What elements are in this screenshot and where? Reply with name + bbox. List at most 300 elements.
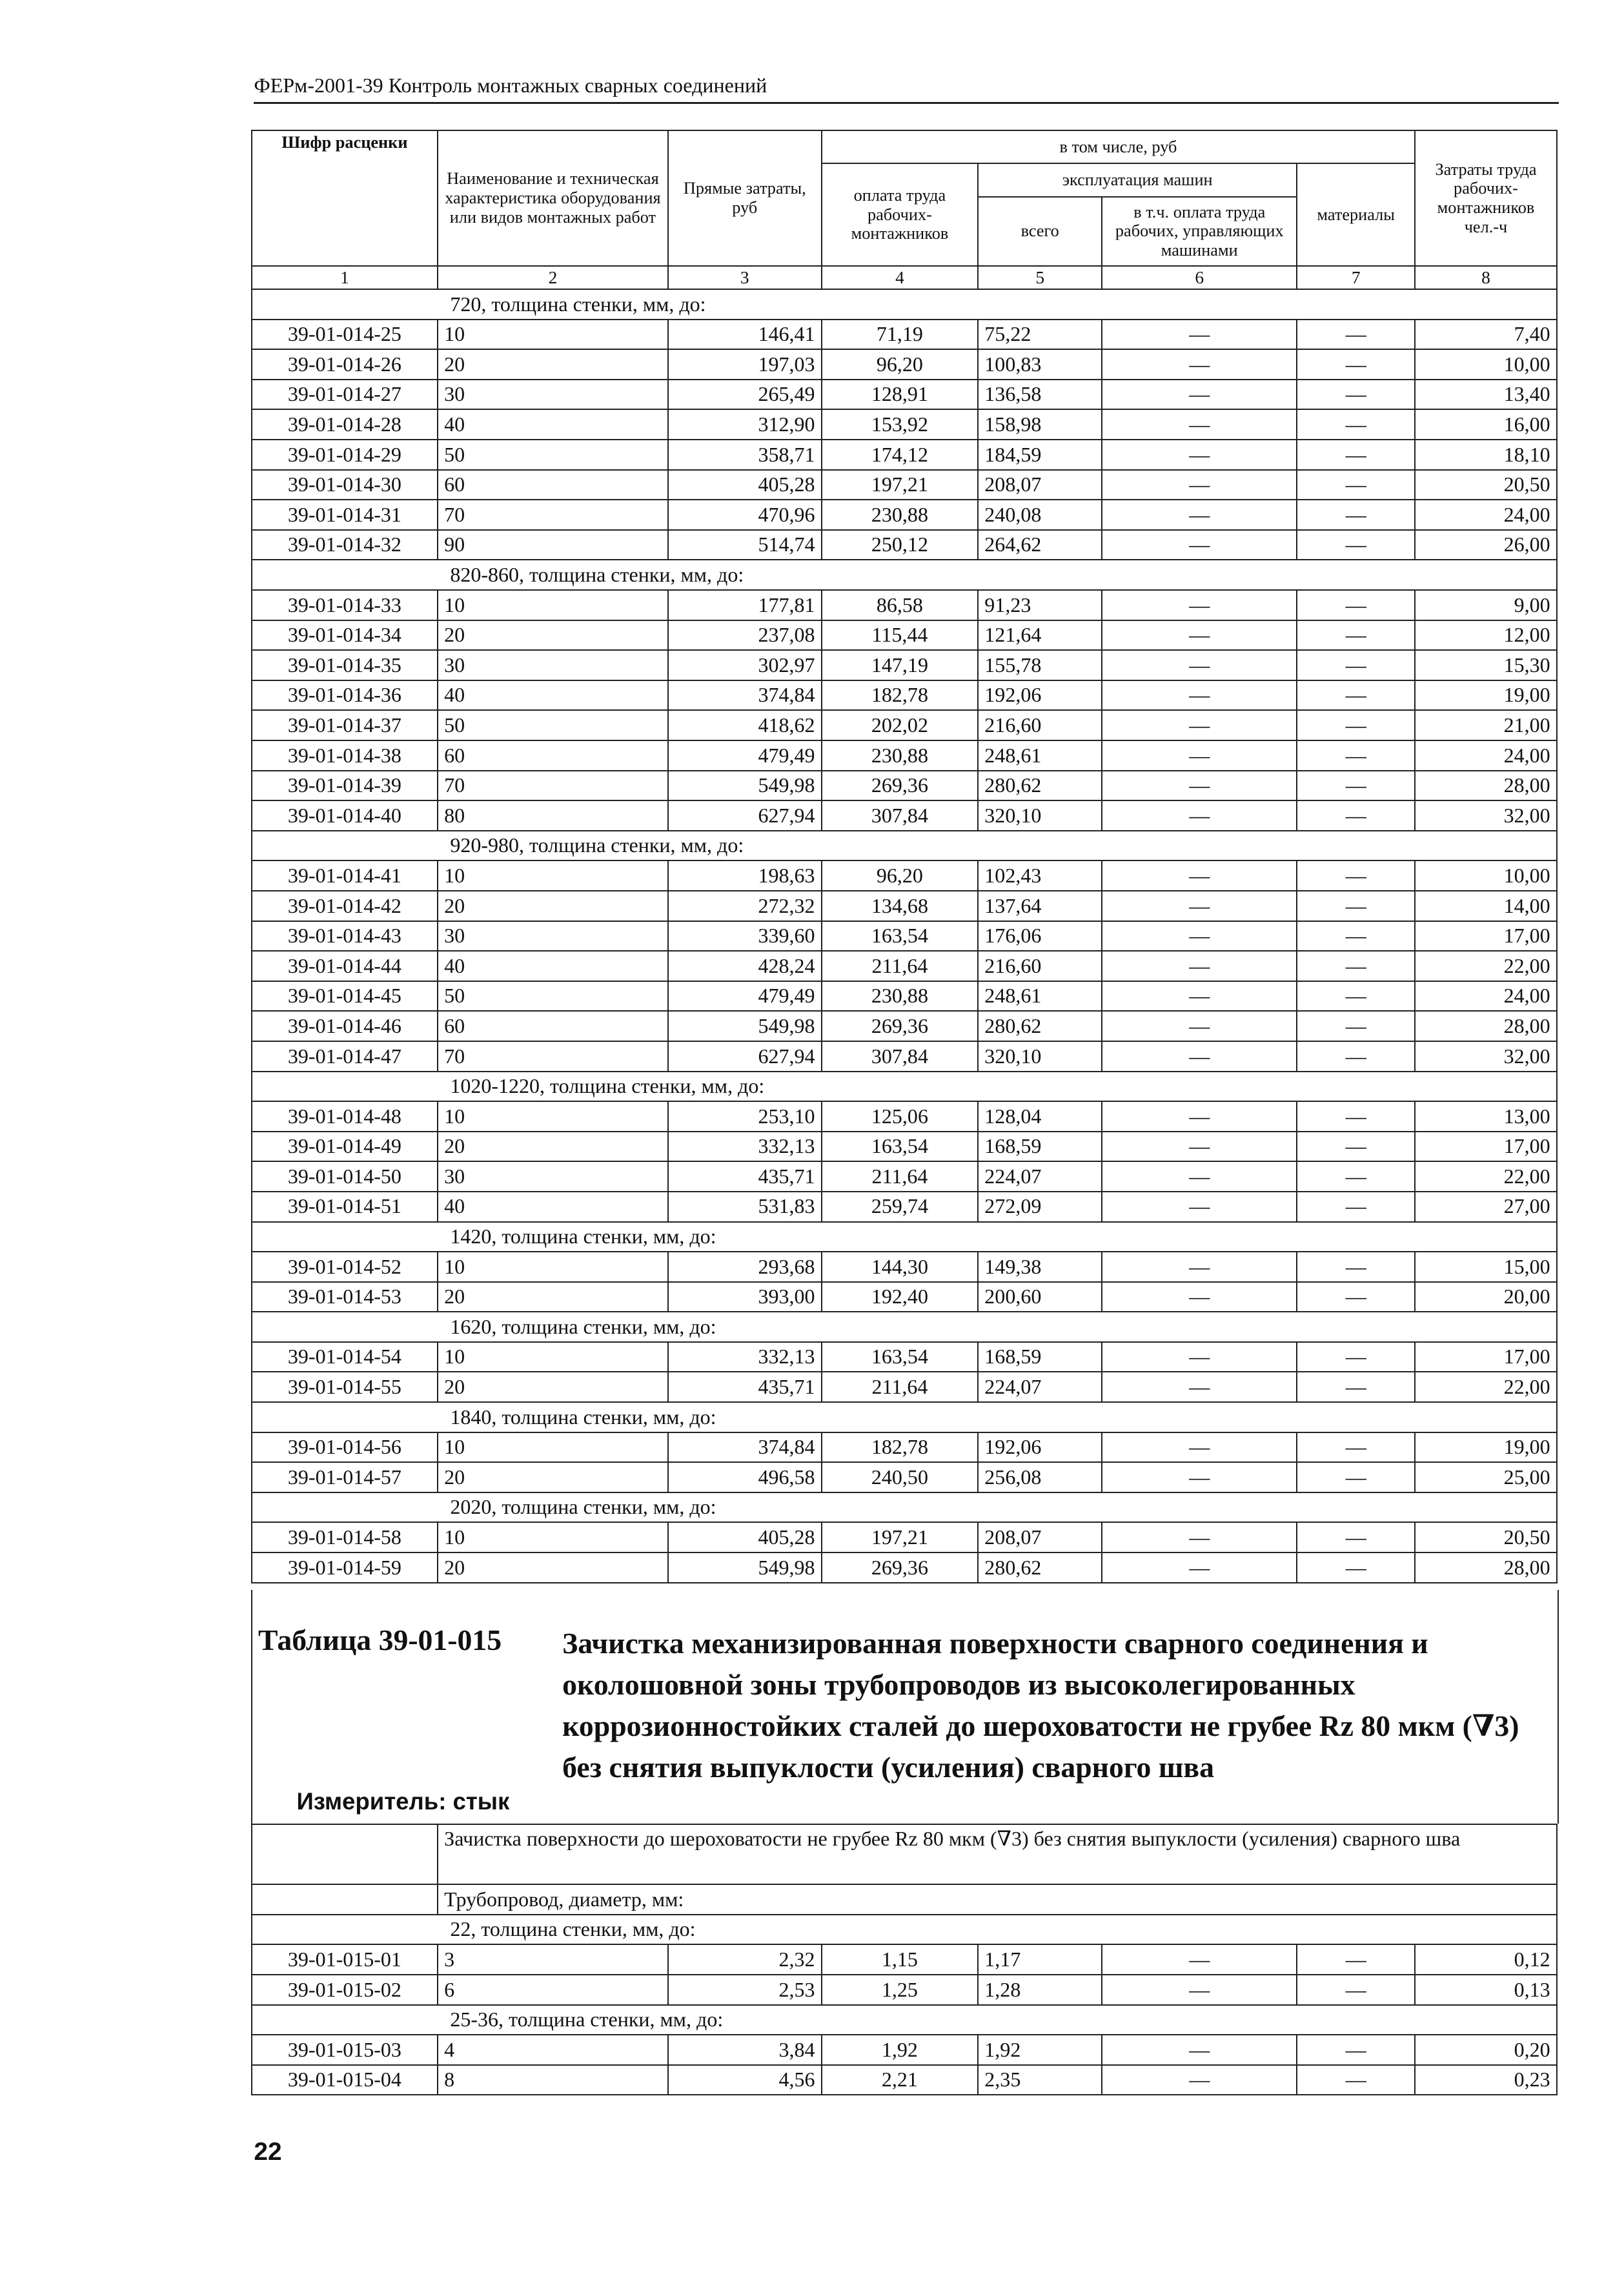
- table-cell: 30: [438, 380, 668, 410]
- table-cell: —: [1102, 1944, 1297, 1975]
- table-cell: 22,00: [1415, 1372, 1557, 1402]
- table-cell: 435,71: [668, 1161, 822, 1192]
- column-number: 1: [252, 266, 438, 289]
- table-cell: 17,00: [1415, 921, 1557, 952]
- table-cell: 197,21: [822, 470, 978, 500]
- table-cell: 3,84: [668, 2035, 822, 2065]
- table-cell: 470,96: [668, 500, 822, 530]
- table-cell: —: [1102, 1101, 1297, 1132]
- table-cell: 60: [438, 740, 668, 771]
- table-row: [252, 440, 1557, 470]
- column-number: 6: [1102, 266, 1297, 289]
- table-cell: 184,59: [978, 440, 1102, 470]
- group-header-row: [252, 1072, 1557, 1102]
- table-cell: 216,60: [978, 951, 1102, 981]
- table-cell: 39-01-014-56: [252, 1432, 438, 1463]
- table-cell: 198,63: [668, 860, 822, 891]
- table-cell: 39-01-014-54: [252, 1342, 438, 1372]
- table-cell: 71,19: [822, 320, 978, 350]
- table-cell: 240,08: [978, 500, 1102, 530]
- group-header-row: [252, 1402, 1557, 1432]
- table-cell: 1,92: [822, 2035, 978, 2065]
- table-cell: 6: [438, 1975, 668, 2005]
- table-cell: —: [1102, 1252, 1297, 1282]
- column-number: 3: [668, 266, 822, 289]
- table-cell: 39-01-014-33: [252, 590, 438, 620]
- table-cell: 1,17: [978, 1944, 1102, 1975]
- table-cell: 136,58: [978, 380, 1102, 410]
- table-cell: —: [1297, 1552, 1415, 1583]
- table-cell: —: [1297, 1252, 1415, 1282]
- table-cell: 10: [438, 1342, 668, 1372]
- table-cell: —: [1297, 620, 1415, 651]
- table-cell: 20,00: [1415, 1282, 1557, 1312]
- table-cell: 168,59: [978, 1132, 1102, 1162]
- table-cell: 32,00: [1415, 1041, 1557, 1072]
- section-number: Таблица 39-01-015: [258, 1623, 502, 1656]
- table-cell: 280,62: [978, 1011, 1102, 1041]
- table-cell: 224,07: [978, 1161, 1102, 1192]
- table-cell: 0,13: [1415, 1975, 1557, 2005]
- table-cell: 39-01-014-31: [252, 500, 438, 530]
- table-cell: 418,62: [668, 710, 822, 740]
- table-cell: —: [1297, 1192, 1415, 1222]
- group-header-row: [252, 831, 1557, 861]
- table-row: [252, 1552, 1557, 1583]
- table-cell: 39-01-014-37: [252, 710, 438, 740]
- table-row: [252, 349, 1557, 380]
- table-cell: 10,00: [1415, 860, 1557, 891]
- table-cell: 39-01-014-45: [252, 981, 438, 1012]
- table-cell: 39-01-015-02: [252, 1975, 438, 2005]
- table-cell: —: [1297, 1132, 1415, 1162]
- table-cell: 2,35: [978, 2065, 1102, 2095]
- header-incl: в том числе, руб: [822, 130, 1416, 163]
- table-cell: 146,41: [668, 320, 822, 350]
- table-cell: 39-01-014-32: [252, 530, 438, 560]
- table-cell: 4,56: [668, 2065, 822, 2095]
- table-cell: 177,81: [668, 590, 822, 620]
- table-cell: 265,49: [668, 380, 822, 410]
- table-cell: 134,68: [822, 891, 978, 921]
- table-cell: 549,98: [668, 1552, 822, 1583]
- table-cell: —: [1102, 1372, 1297, 1402]
- table-cell: —: [1297, 470, 1415, 500]
- header-wage: оплата труда рабочих-монтажников: [822, 163, 978, 265]
- table-cell: 39-01-014-29: [252, 440, 438, 470]
- table-row: [252, 1011, 1557, 1041]
- table-cell: 312,90: [668, 409, 822, 440]
- table-cell: 176,06: [978, 921, 1102, 952]
- table-cell: —: [1102, 680, 1297, 711]
- table-row: [252, 860, 1557, 891]
- table-cell: 10,00: [1415, 349, 1557, 380]
- table-cell: 100,83: [978, 349, 1102, 380]
- table-cell: 13,00: [1415, 1101, 1557, 1132]
- table-cell: 192,06: [978, 680, 1102, 711]
- table-cell: 128,04: [978, 1101, 1102, 1132]
- table-cell: —: [1102, 409, 1297, 440]
- table-cell: —: [1297, 1432, 1415, 1463]
- table-cell: 50: [438, 440, 668, 470]
- table-cell: 374,84: [668, 680, 822, 711]
- table-cell: —: [1297, 1522, 1415, 1552]
- table-cell: 40: [438, 680, 668, 711]
- table-row: [252, 1432, 1557, 1463]
- table-cell: 531,83: [668, 1192, 822, 1222]
- table-cell: 272,09: [978, 1192, 1102, 1222]
- table-cell: —: [1297, 2035, 1415, 2065]
- table-cell: —: [1297, 500, 1415, 530]
- column-number: 2: [438, 266, 668, 289]
- column-number: 4: [822, 266, 978, 289]
- header-machines: эксплуатация машин: [978, 163, 1297, 196]
- table-cell: —: [1297, 1975, 1415, 2005]
- table-row: [252, 891, 1557, 921]
- table-cell: 250,12: [822, 530, 978, 560]
- table-cell: 374,84: [668, 1432, 822, 1463]
- table-cell: —: [1102, 620, 1297, 651]
- table-cell: 230,88: [822, 981, 978, 1012]
- table-cell: 28,00: [1415, 1552, 1557, 1583]
- group-title: 720, толщина стенки, мм, до:: [252, 289, 1557, 320]
- table-cell: 80: [438, 800, 668, 831]
- table-cell: —: [1102, 1342, 1297, 1372]
- table-cell: —: [1297, 1041, 1415, 1072]
- table-cell: 70: [438, 500, 668, 530]
- table-cell: —: [1297, 320, 1415, 350]
- table-cell: 10: [438, 590, 668, 620]
- table-cell: 39-01-014-30: [252, 470, 438, 500]
- table-cell: 39-01-014-38: [252, 740, 438, 771]
- table-cell: 24,00: [1415, 981, 1557, 1012]
- table-cell: 20: [438, 891, 668, 921]
- table-cell: —: [1102, 470, 1297, 500]
- table-cell: 155,78: [978, 650, 1102, 680]
- table-cell: 320,10: [978, 1041, 1102, 1072]
- table-cell: —: [1102, 1011, 1297, 1041]
- table-cell: —: [1102, 349, 1297, 380]
- table-cell: 269,36: [822, 771, 978, 801]
- table-cell: 15,00: [1415, 1252, 1557, 1282]
- group-title: 920-980, толщина стенки, мм, до:: [252, 831, 1557, 861]
- group-title: 1620, толщина стенки, мм, до:: [252, 1312, 1557, 1342]
- table-cell: —: [1297, 1372, 1415, 1402]
- table-cell: 2,53: [668, 1975, 822, 2005]
- table-row: [252, 1975, 1557, 2005]
- table-cell: 96,20: [822, 860, 978, 891]
- table-cell: —: [1102, 1552, 1297, 1583]
- table-row: [252, 1252, 1557, 1282]
- table-section-heading: [251, 1590, 1559, 1823]
- table-cell: —: [1297, 680, 1415, 711]
- table-cell: —: [1102, 1975, 1297, 2005]
- table-cell: —: [1102, 1041, 1297, 1072]
- table-cell: 8: [438, 2065, 668, 2095]
- table-cell: 549,98: [668, 771, 822, 801]
- table-cell: 147,19: [822, 650, 978, 680]
- group-title: 1840, толщина стенки, мм, до:: [252, 1402, 1557, 1432]
- table-cell: 0,20: [1415, 2035, 1557, 2065]
- table-cell: 496,58: [668, 1462, 822, 1492]
- table-cell: 39-01-014-26: [252, 349, 438, 380]
- table-cell: 280,62: [978, 1552, 1102, 1583]
- table-cell: 174,12: [822, 440, 978, 470]
- table-cell: 358,71: [668, 440, 822, 470]
- table-cell: —: [1102, 1282, 1297, 1312]
- table-cell: 30: [438, 921, 668, 952]
- table-row: [252, 680, 1557, 711]
- table-cell: 2,21: [822, 2065, 978, 2095]
- table-cell: 200,60: [978, 1282, 1102, 1312]
- table-row: [252, 1522, 1557, 1552]
- header-machines-total: всего: [978, 197, 1102, 266]
- table-cell: 1,25: [822, 1975, 978, 2005]
- table-cell: 211,64: [822, 1372, 978, 1402]
- header-direct: Прямые затраты, руб: [668, 130, 822, 266]
- table-cell: 256,08: [978, 1462, 1102, 1492]
- table-cell: 24,00: [1415, 500, 1557, 530]
- table-row: [252, 951, 1557, 981]
- table-row: [252, 650, 1557, 680]
- table-cell: 20: [438, 349, 668, 380]
- table-cell: 627,94: [668, 1041, 822, 1072]
- group-header-row: [252, 1492, 1557, 1523]
- group-header-row: [252, 1222, 1557, 1252]
- table-cell: 549,98: [668, 1011, 822, 1041]
- table-cell: 75,22: [978, 320, 1102, 350]
- table-row: [252, 1161, 1557, 1192]
- table-cell: 7,40: [1415, 320, 1557, 350]
- table-row: [252, 500, 1557, 530]
- table-cell: —: [1297, 409, 1415, 440]
- group-title: 25-36, толщина стенки, мм, до:: [252, 2005, 1557, 2035]
- table-cell: —: [1102, 981, 1297, 1012]
- table-cell: —: [1102, 500, 1297, 530]
- table-cell: 149,38: [978, 1252, 1102, 1282]
- table-cell: 10: [438, 1101, 668, 1132]
- table-cell: 192,40: [822, 1282, 978, 1312]
- table-cell: 240,50: [822, 1462, 978, 1492]
- table-row: [252, 1101, 1557, 1132]
- table-row: [252, 921, 1557, 952]
- table-row: [252, 710, 1557, 740]
- table-cell: 39-01-014-47: [252, 1041, 438, 1072]
- table-cell: 125,06: [822, 1101, 978, 1132]
- table-cell: 10: [438, 1522, 668, 1552]
- table-row: [252, 981, 1557, 1012]
- table-cell: —: [1297, 860, 1415, 891]
- page-number: 22: [254, 2138, 282, 2166]
- table-cell: 70: [438, 1041, 668, 1072]
- group-header-row: [252, 560, 1557, 590]
- table-cell: —: [1297, 1944, 1415, 1975]
- table-row: [252, 620, 1557, 651]
- table-row: [252, 2065, 1557, 2095]
- group-header-row: [252, 1312, 1557, 1342]
- table-row: [252, 2035, 1557, 2065]
- table-row: [252, 800, 1557, 831]
- table-cell: 39-01-014-44: [252, 951, 438, 981]
- table-cell: —: [1102, 2035, 1297, 2065]
- table-cell: —: [1102, 740, 1297, 771]
- table-cell: 39-01-014-42: [252, 891, 438, 921]
- table-cell: 16,00: [1415, 409, 1557, 440]
- table-cell: 50: [438, 710, 668, 740]
- running-header: ФЕРм-2001-39 Контроль монтажных сварных соединений: [254, 74, 1559, 104]
- table-cell: —: [1102, 650, 1297, 680]
- table-cell: 17,00: [1415, 1342, 1557, 1372]
- rates-table-015: [251, 1824, 1558, 2096]
- table-cell: —: [1102, 1132, 1297, 1162]
- table-cell: 50: [438, 981, 668, 1012]
- table-cell: 39-01-014-53: [252, 1282, 438, 1312]
- table-cell: 86,58: [822, 590, 978, 620]
- table-cell: 264,62: [978, 530, 1102, 560]
- table-cell: 259,74: [822, 1192, 978, 1222]
- table-cell: 192,06: [978, 1432, 1102, 1463]
- table-cell: 60: [438, 1011, 668, 1041]
- table-cell: 26,00: [1415, 530, 1557, 560]
- table-cell: 237,08: [668, 620, 822, 651]
- table-cell: 208,07: [978, 470, 1102, 500]
- table-cell: —: [1102, 1192, 1297, 1222]
- table-cell: 320,10: [978, 800, 1102, 831]
- table-cell: 39-01-014-39: [252, 771, 438, 801]
- table-row: [252, 771, 1557, 801]
- group-title: 1020-1220, толщина стенки, мм, до:: [252, 1072, 1557, 1102]
- table-cell: 96,20: [822, 349, 978, 380]
- table-cell: 32,00: [1415, 800, 1557, 831]
- group-title: 2020, толщина стенки, мм, до:: [252, 1492, 1557, 1523]
- table-cell: 0,12: [1415, 1944, 1557, 1975]
- table-cell: 40: [438, 1192, 668, 1222]
- table-cell: 248,61: [978, 981, 1102, 1012]
- column-numbers-row: [252, 266, 1557, 289]
- table-cell: 39-01-014-27: [252, 380, 438, 410]
- table-cell: 4: [438, 2035, 668, 2065]
- table-row: [252, 1192, 1557, 1222]
- table-cell: —: [1297, 1282, 1415, 1312]
- table-row: [252, 1372, 1557, 1402]
- table-cell: 39-01-014-49: [252, 1132, 438, 1162]
- table-cell: 280,62: [978, 771, 1102, 801]
- group-header-row: [252, 1915, 1557, 1945]
- table-cell: 20: [438, 1552, 668, 1583]
- table-cell: 20,50: [1415, 470, 1557, 500]
- group-title: 22, толщина стенки, мм, до:: [252, 1915, 1557, 1945]
- table-cell: 19,00: [1415, 1432, 1557, 1463]
- table-cell: 22,00: [1415, 1161, 1557, 1192]
- table-cell: —: [1297, 1462, 1415, 1492]
- table-row: [252, 1041, 1557, 1072]
- table-cell: —: [1102, 380, 1297, 410]
- table-cell: 208,07: [978, 1522, 1102, 1552]
- table-cell: 332,13: [668, 1132, 822, 1162]
- table-cell: 248,61: [978, 740, 1102, 771]
- table-cell: 197,21: [822, 1522, 978, 1552]
- table-cell: 211,64: [822, 951, 978, 981]
- table-cell: 102,43: [978, 860, 1102, 891]
- table-cell: 90: [438, 530, 668, 560]
- table-cell: 39-01-014-28: [252, 409, 438, 440]
- table-cell: —: [1102, 530, 1297, 560]
- table-row: [252, 409, 1557, 440]
- table-cell: 121,64: [978, 620, 1102, 651]
- group-header-row: [252, 289, 1557, 320]
- table-cell: 1,15: [822, 1944, 978, 1975]
- table-cell: —: [1102, 771, 1297, 801]
- column-number: 5: [978, 266, 1102, 289]
- table-cell: —: [1297, 771, 1415, 801]
- table-cell: 405,28: [668, 470, 822, 500]
- table-cell: 163,54: [822, 1132, 978, 1162]
- table-row: [252, 320, 1557, 350]
- table-cell: 211,64: [822, 1161, 978, 1192]
- table-cell: 514,74: [668, 530, 822, 560]
- table-cell: 10: [438, 1432, 668, 1463]
- table-cell: 39-01-014-48: [252, 1101, 438, 1132]
- table-cell: —: [1297, 981, 1415, 1012]
- table-cell: —: [1297, 951, 1415, 981]
- table-row: [252, 380, 1557, 410]
- table-cell: 158,98: [978, 409, 1102, 440]
- header-materials: материалы: [1297, 163, 1415, 265]
- table-cell: 197,03: [668, 349, 822, 380]
- table-cell: 293,68: [668, 1252, 822, 1282]
- table-cell: —: [1102, 951, 1297, 981]
- table-cell: 435,71: [668, 1372, 822, 1402]
- table-cell: 30: [438, 1161, 668, 1192]
- header-machines-wage: в т.ч. оплата труда рабочих, управляющих машинами: [1102, 197, 1297, 266]
- table-cell: 339,60: [668, 921, 822, 952]
- table-cell: 20: [438, 620, 668, 651]
- table-cell: 14,00: [1415, 891, 1557, 921]
- column-number: 7: [1297, 266, 1415, 289]
- table-row: [252, 1132, 1557, 1162]
- table-cell: —: [1102, 1522, 1297, 1552]
- table-cell: 230,88: [822, 500, 978, 530]
- table-cell: 39-01-014-57: [252, 1462, 438, 1492]
- measurer-label: Измеритель: стык: [296, 1787, 510, 1815]
- table-cell: 70: [438, 771, 668, 801]
- table-cell: 10: [438, 1252, 668, 1282]
- table-cell: —: [1297, 921, 1415, 952]
- table-row: [252, 530, 1557, 560]
- table-cell: 428,24: [668, 951, 822, 981]
- table-cell: 60: [438, 470, 668, 500]
- table-row: [252, 1462, 1557, 1492]
- table-cell: —: [1102, 590, 1297, 620]
- table-cell: —: [1297, 1101, 1415, 1132]
- table-cell: 393,00: [668, 1282, 822, 1312]
- group-title: 1420, толщина стенки, мм, до:: [252, 1222, 1557, 1252]
- table-cell: —: [1102, 1161, 1297, 1192]
- table-cell: 332,13: [668, 1342, 822, 1372]
- table-cell: —: [1102, 891, 1297, 921]
- table-cell: 30: [438, 650, 668, 680]
- table-cell: 39-01-014-50: [252, 1161, 438, 1192]
- table-cell: 3: [438, 1944, 668, 1975]
- header-labor: Затраты труда рабочих-монтажников чел.-ч: [1415, 130, 1557, 266]
- table-cell: 2,32: [668, 1944, 822, 1975]
- table-row: [252, 590, 1557, 620]
- table-cell: 24,00: [1415, 740, 1557, 771]
- table-cell: 1,92: [978, 2035, 1102, 2065]
- table-cell: 39-01-014-55: [252, 1372, 438, 1402]
- table-cell: 20: [438, 1132, 668, 1162]
- table-cell: 39-01-014-25: [252, 320, 438, 350]
